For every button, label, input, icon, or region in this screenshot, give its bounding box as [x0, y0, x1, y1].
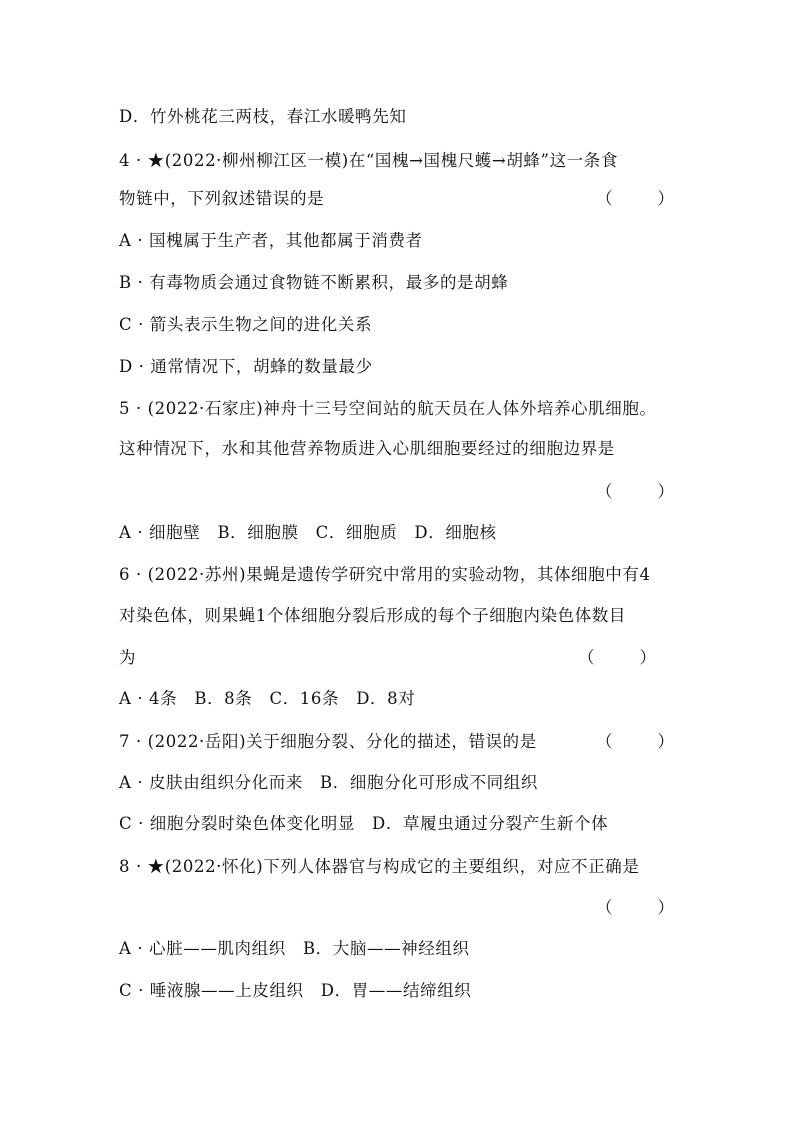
question-6-stem-line-3: 为 [119, 648, 137, 667]
question-8-answer-paren: （ ） [596, 898, 678, 917]
question-5-stem-line-1: 5 · (2022·石家庄)神舟十三号空间站的航天员在人体外培养心肌细胞。 [119, 399, 657, 418]
question-3-option-d: D．竹外桃花三两枝，春江水暖鸭先知 [119, 107, 407, 126]
question-7-options-ab: A · 皮肤由组织分化而来 B．细胞分化可形成不同组织 [119, 773, 538, 792]
question-7-answer-paren: （ ） [596, 732, 678, 751]
question-8-options-ab: A · 心脏——肌肉组织 B．大脑——神经组织 [119, 939, 470, 958]
question-5-options: A · 细胞壁 B．细胞膜 C．细胞质 D．细胞核 [119, 523, 497, 542]
question-5-stem-line-2: 这种情况下，水和其他营养物质进入心肌细胞要经过的细胞边界是 [119, 439, 615, 458]
question-4-option-c: C · 箭头表示生物之间的进化关系 [119, 315, 373, 334]
question-6-options: A · 4条 B．8条 C．16条 D．8对 [119, 689, 416, 708]
question-7-options-cd: C · 细胞分裂时染色体变化明显 D．草履虫通过分裂产生新个体 [119, 814, 609, 833]
question-6-stem-line-2: 对染色体，则果蝇1个体细胞分裂后形成的每个子细胞内染色体数目 [119, 606, 626, 625]
question-4-option-a: A · 国槐属于生产者，其他都属于消费者 [119, 231, 423, 250]
question-4-stem-line-1: 4 · ★(2022·柳州柳江区一模)在“国槐→国槐尺蠖→胡蜂”这一条食 [119, 151, 618, 170]
question-6-stem-line-1: 6 · (2022·苏州)果蝇是遗传学研究中常用的实验动物，其体细胞中有4 [119, 565, 651, 584]
question-7-stem: 7 · (2022·岳阳)关于细胞分裂、分化的描述，错误的是 [119, 732, 537, 751]
question-4-stem-line-2: 物链中，下列叙述错误的是 [119, 189, 325, 208]
question-8-options-cd: C · 唾液腺——上皮组织 D．胃——结缔组织 [119, 981, 472, 1000]
question-4-answer-paren: （ ） [596, 189, 678, 208]
question-4-option-b: B · 有毒物质会通过食物链不断累积，最多的是胡蜂 [119, 273, 509, 292]
question-8-stem: 8 · ★(2022·怀化)下列人体器官与构成它的主要组织，对应不正确是 [119, 857, 640, 876]
question-5-answer-paren: （ ） [596, 482, 678, 501]
question-4-option-d: D · 通常情况下，胡蜂的数量最少 [119, 357, 373, 376]
question-6-answer-paren: （ ） [578, 648, 660, 667]
